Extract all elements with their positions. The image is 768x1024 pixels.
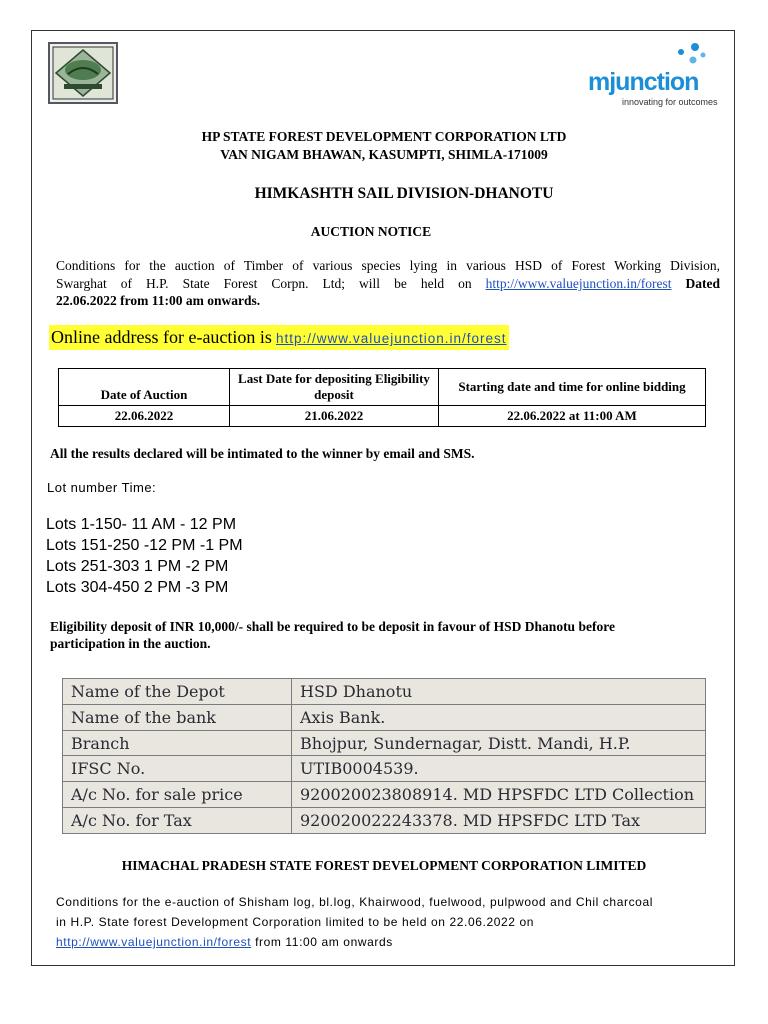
- bank-detail-row: [63, 679, 706, 705]
- cell-deposit-date: 21.06.2022: [230, 406, 439, 427]
- mjunction-tagline: innovating for outcomes: [622, 97, 718, 107]
- header-last-date-deposit: Last Date for depositing Eligibility deposit: [230, 369, 439, 406]
- footer-line-1: Conditions for the e-auction of Shisham log, bl.log, Khairwood, fuelwood, pulpwood and Chil charcoal: [56, 895, 653, 909]
- online-address-banner: [49, 325, 509, 350]
- bank-detail-row: [63, 730, 706, 756]
- org-name: HP STATE FOREST DEVELOPMENT CORPORATION LTD: [201, 129, 567, 144]
- mjunction-logo: [588, 40, 718, 110]
- bank-detail-row: [63, 756, 706, 782]
- intro-auction-link[interactable]: http://www.valuejunction.in/forest: [485, 276, 672, 291]
- lot-item: Lots 251-303 1 PM -2 PM: [46, 558, 229, 575]
- hpsfdc-logo: [48, 42, 118, 104]
- lot-item: Lots 1-150- 11 AM - 12 PM: [46, 516, 237, 533]
- eligibility-line-1: Eligibility deposit of INR 10,000/- shall be required to be deposit in favour of HSD Dhanotu before: [50, 619, 615, 634]
- cell-bidding-start: 22.06.2022 at 11:00 AM: [439, 406, 706, 427]
- bank-detail-row: [63, 782, 706, 808]
- bank-detail-value: Axis Bank.: [292, 704, 706, 730]
- results-note: All the results declared will be intimated to the winner by email and SMS.: [50, 446, 475, 461]
- cell-auction-date: 22.06.2022: [59, 406, 230, 427]
- auction-table-wrapper: [58, 368, 706, 427]
- bank-detail-label: IFSC No.: [63, 756, 292, 782]
- auction-table-header-row: [59, 369, 706, 406]
- header-date-of-auction: Date of Auction: [59, 369, 230, 406]
- auction-table-row: [59, 406, 706, 427]
- lot-item: Lots 304-450 2 PM -3 PM: [46, 579, 229, 596]
- intro-line-2: [56, 276, 720, 292]
- bank-detail-value: Bhojpur, Sundernagar, Distt. Mandi, H.P.: [292, 730, 706, 756]
- bank-detail-label: Name of the Depot: [63, 679, 292, 705]
- auction-table: [58, 368, 706, 427]
- bank-detail-label: Branch: [63, 730, 292, 756]
- footer-title: HIMACHAL PRADESH STATE FOREST DEVELOPMENT CORPORATION LIMITED: [121, 858, 647, 873]
- mjunction-wordmark: mjunction: [588, 68, 699, 96]
- bank-details-table: [62, 678, 706, 834]
- bank-detail-label: A/c No. for Tax: [63, 808, 292, 834]
- bank-detail-row: [63, 808, 706, 834]
- lot-number-label: Lot number Time:: [47, 480, 157, 495]
- bank-detail-row: [63, 704, 706, 730]
- notice-title: AUCTION NOTICE: [310, 224, 432, 239]
- org-address: VAN NIGAM BHAWAN, KASUMPTI, SHIMLA-171009: [220, 147, 548, 162]
- footer-auction-link[interactable]: http://www.valuejunction.in/forest: [56, 935, 252, 949]
- intro-line-3: 22.06.2022 from 11:00 am onwards.: [56, 293, 261, 308]
- bank-detail-label: Name of the bank: [63, 704, 292, 730]
- intro-line-2-text: Swarghat of H.P. State Forest Corpn. Ltd; will be held on: [56, 276, 472, 291]
- forest-seal-icon: [50, 44, 116, 102]
- lots-list: [46, 514, 243, 598]
- lot-item: Lots 151-250 -12 PM -1 PM: [46, 537, 243, 554]
- bank-detail-value: 920020023808914. MD HPSFDC LTD Collection: [292, 782, 706, 808]
- online-address-text: Online address for e-auction is: [51, 327, 272, 347]
- footer-line-3: [56, 935, 393, 949]
- header-starting-date: Starting date and time for online bidding: [439, 369, 706, 406]
- eligibility-line-2: participation in the auction.: [50, 636, 211, 651]
- bank-detail-value: UTIB0004539.: [292, 756, 706, 782]
- footer-line-3-rest: from 11:00 am onwards: [255, 935, 393, 949]
- bank-detail-value: 920020022243378. MD HPSFDC LTD Tax: [292, 808, 706, 834]
- bank-details-photo: [62, 678, 706, 834]
- online-address-link[interactable]: http://www.valuejunction.in/forest: [275, 331, 507, 346]
- intro-dated-label: Dated: [685, 276, 721, 291]
- bank-detail-value: HSD Dhanotu: [292, 679, 706, 705]
- division-title: HIMKASHTH SAIL DIVISION-DHANOTU: [254, 185, 554, 202]
- intro-line-1: Conditions for the auction of Timber of various species lying in various HSD of Forest Working Division,: [56, 258, 720, 273]
- footer-line-2: in H.P. State forest Development Corporation limited to be held on 22.06.2022 on: [56, 915, 535, 929]
- bank-detail-label: A/c No. for sale price: [63, 782, 292, 808]
